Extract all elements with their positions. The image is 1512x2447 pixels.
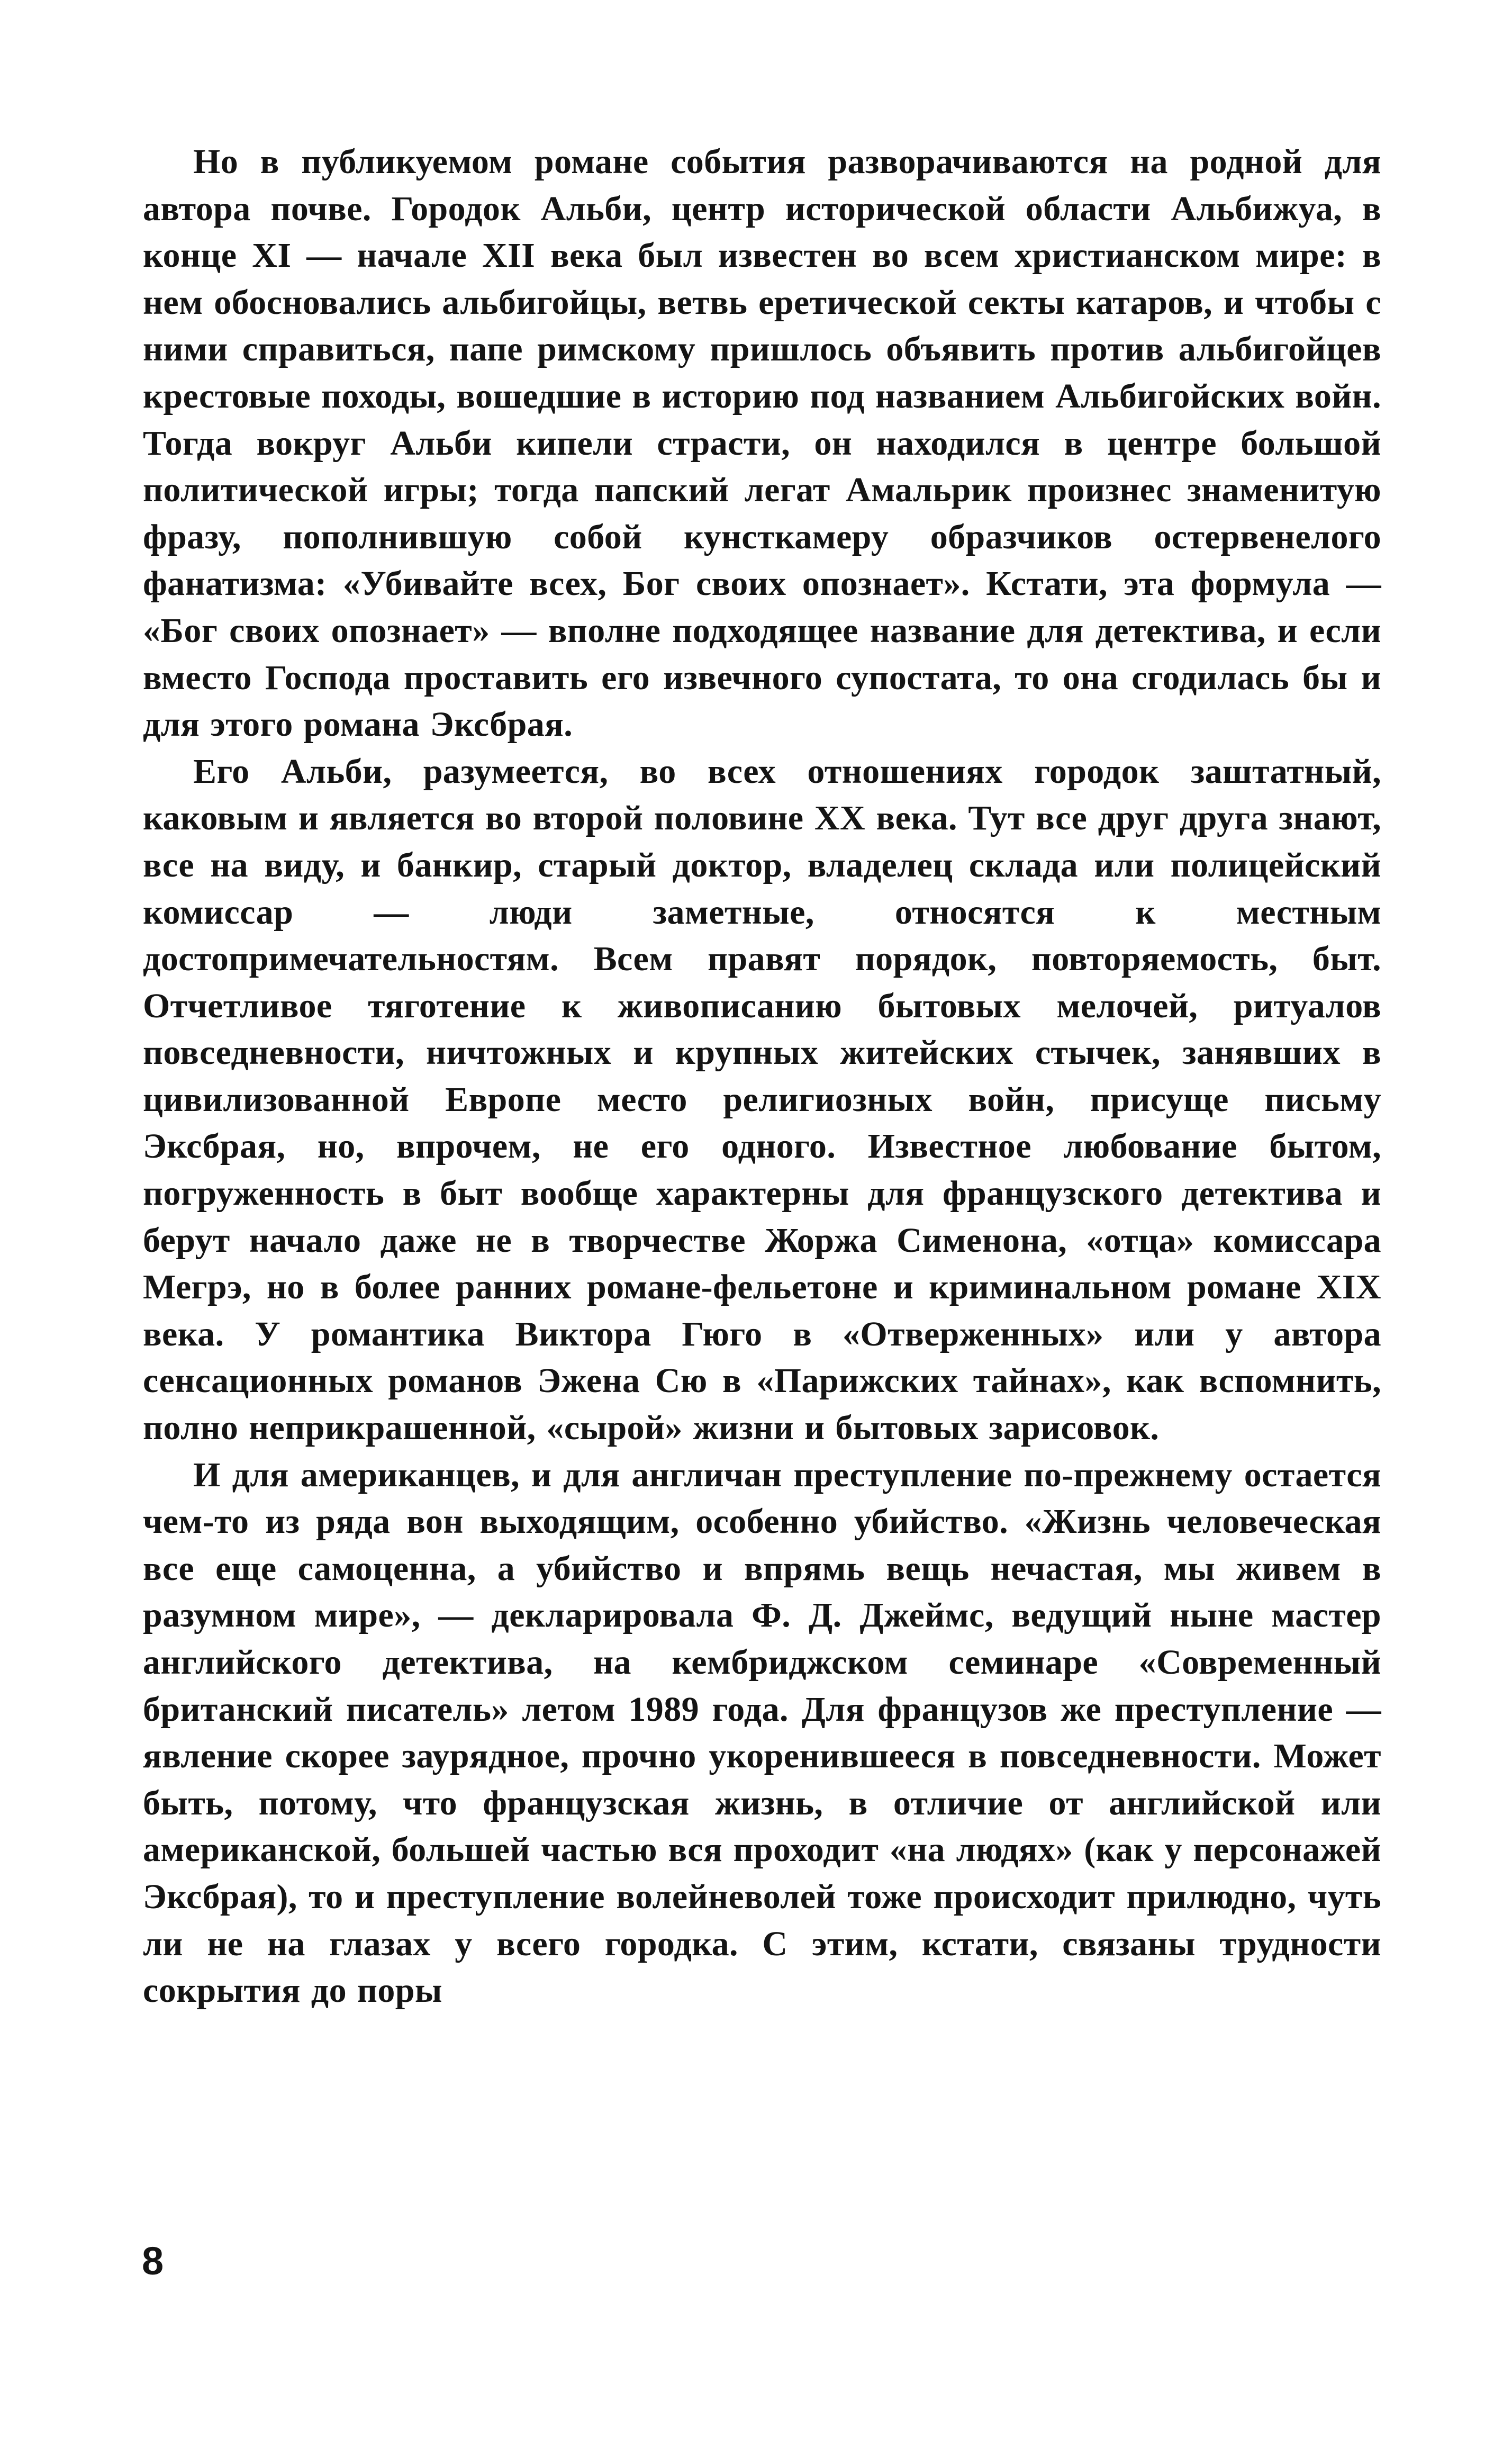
page-number: 8 — [142, 2239, 164, 2283]
paragraph-albi-history: Но в публикуемом романе события разворачиваются на родной для автора почве. Городок Альби, центр исторической области Альбижуа, в конце XI — начале XII века был известен во всем христианском мире: в нем обосновались альбигойцы, ветвь еретической секты катаров, и чтобы с ними справиться, папе римскому пришлось объявить против альбигойцев крестовые походы, вошедшие в историю под названием Альбигойских войн. Тогда вокруг Альби кипели страсти, он находился в центре большой политической игры; тогда папский легат Амальрик произнес знаменитую фразу, пополнившую собой кунсткамеру образчиков остервенелого фанатизма: «Убивайте всех, Бог своих опознает». Кстати, эта формула — «Бог своих опознает» — вполне подходящее название для детектива, и если вместо Господа проставить его извечного супостата, то она сгодилась бы и для этого романа Эксбрая. — [143, 142, 1381, 744]
paragraph-crime-attitude: И для американцев, и для англичан преступление по-прежнему остается чем-то из ряда вон выходящим, особенно убийство. «Жизнь человеческая все еще самоценна, а убийство и впрямь вещь нечастая, мы живем в разумном мире», — декларировала Ф. Д. Джеймс, ведущий ныне мастер английского детектива, на кембриджском семинаре «Современный британский писатель» летом 1989 года. Для французов же преступление — явление скорее заурядное, прочно укоренившееся в повседневности. Может быть, потому, что французская жизнь, в отличие от английской или американской, большей частью вся проходит «на людях» (как у персонажей Эксбрая), то и преступление волейневолей тоже происходит прилюдно, чуть ли не на глазах у всего городка. С этим, кстати, связаны трудности сокрытия до поры — [143, 1455, 1381, 2010]
body-text — [143, 139, 1381, 2015]
paragraph-provincial-life: Его Альби, разумеется, во всех отношениях городок заштатный, каковым и является во второй половине XX века. Тут все друг друга знают, все на виду, и банкир, старый доктор, владелец склада или полицейский комиссар — люди заметные, относятся к местным достопримечательностям. Всем правят порядок, повторяемость, быт. Отчетливое тяготение к живописанию бытовых мелочей, ритуалов повседневности, ничтожных и крупных житейских стычек, занявших в цивилизованной Европе место религиозных войн, присуще письму Эксбрая, но, впрочем, не его одного. Известное любование бытом, погруженность в быт вообще характерны для французского детектива и берут начало даже не в творчестве Жоржа Сименона, «отца» комиссара Мегрэ, но в более ранних романе-фельетоне и криминальном романе XIX века. У романтика Виктора Гюго в «Отверженных» или у автора сенсационных романов Эжена Сю в «Парижских тайнах», как вспомнить, полно неприкрашенной, «сырой» жизни и бытовых зарисовок. — [143, 752, 1381, 1448]
